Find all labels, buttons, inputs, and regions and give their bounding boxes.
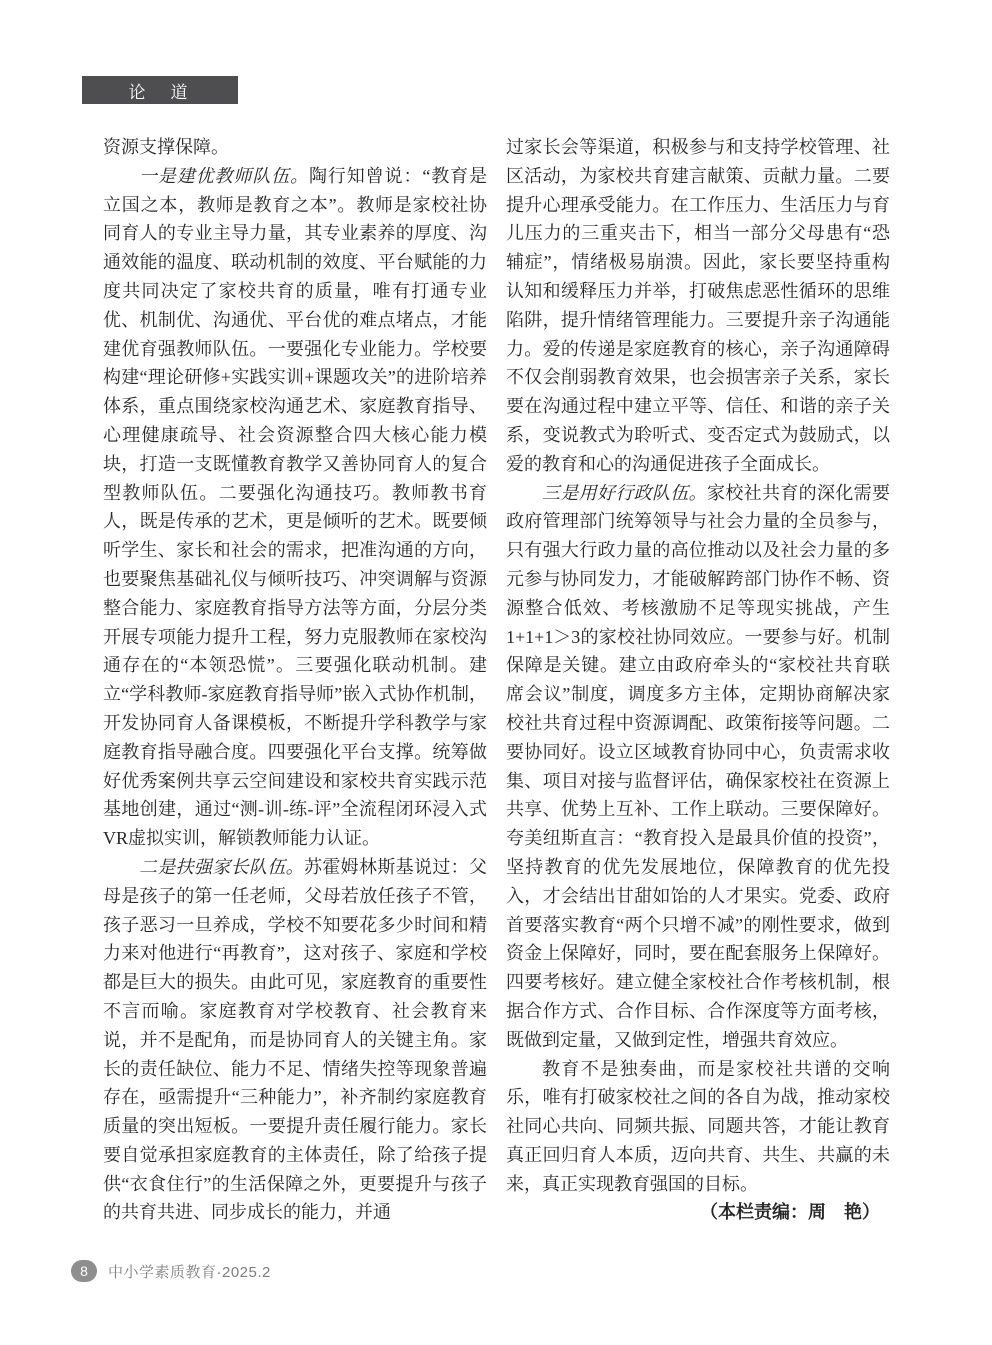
paragraph: 二是扶强家长队伍。苏霍姆林斯基说过：父母是孩子的第一任老师，父母若放任孩子不管，孩子恶习一旦养成，学校不知要花多少时间和精力来对他进行“再教育”，这对孩子、家庭和学校都是巨大的损失。由此可见，家庭教育的重要性不言而喻。家庭教育对学校教育、社会教育来说，并不是配角，而是协同育人的关键主角。家长的责任缺位、能力不足、情绪失控等现象普遍存在，亟需提升“三种能力”，补齐制约家庭教育质量的突出短板。一要提升责任履行能力。家长要自觉承担家庭教育的主体责任，除了给孩子提供“衣食住行”的生活保障之外，更要提升与孩子的共育共进、同步成长的能力，并通 bbox=[103, 856, 487, 1223]
editor-byline: （本栏责编：周 艳） bbox=[700, 1202, 880, 1223]
paragraph: 一是建优教师队伍。陶行知曾说：“教育是立国之本，教师是教育之本”。教师是家校社协同育人的专业主导力量，其专业素养的厚度、沟通效能的温度、联动机制的效度、平台赋能的力度共同决定了家校共育的质量，唯有打通专业优、机制优、沟通优、平台优的难点堵点，才能建优育强教师队伍。一要强化专业能力。学校要构建“理论研修+实践实训+课题攻关”的进阶培养体系，重点围绕家校沟通艺术、家庭教育指导、心理健康疏导、社会资源整合四大核心能力模块，打造一支既懂教育教学又善协同育人的复合型教师队伍。二要强化沟通技巧。教师教书育人，既是传承的艺术，更是倾听的艺术。既要倾听学生、家长和社会的需求，把准沟通的方向，也要聚焦基础礼仪与倾听技巧、冲突调解与资源整合能力、家庭教育指导方法等方面，分层分类开展专项能力提升工程，努力克服教师在家校沟通存在的“本领恐慌”。三要强化联动机制。建立“学科教师-家庭教育指导师”嵌入式协作机制，开发协同育人备课模板，不断提升学科教学与家庭教育指导融合度。四要强化平台支撑。统筹做好优秀案例共享云空间建设和家校共育实践示范基地创建，通过“测-训-练-评”全流程闭环浸入式VR虚拟实训，解锁教师能力认证。 bbox=[103, 165, 487, 849]
section-tag bbox=[82, 76, 238, 104]
page-number-badge bbox=[71, 1260, 97, 1282]
page-number: 8 bbox=[80, 1263, 88, 1279]
paragraph: 过家长会等渠道，积极参与和支持学校管理、社区活动，为家校共育建言献策、贡献力量。二要提升心理承受能力。在工作压力、生活压力与育儿压力的三重夹击下，相当一部分父母患有“恐辅症”，情绪极易崩溃。因此，家长要坚持重构认知和缓释压力并举，打破焦虑恶性循环的思维陷阱，提升情绪管理能力。三要提升亲子沟通能力。爱的传递是家庭教育的核心，亲子沟通障碍不仅会削弱教育效果，也会损害亲子关系，家长要在沟通过程中建立平等、信任、和谐的亲子关系，变说教式为聆听式、变否定式为鼓励式，以爱的教育和心的沟通促进孩子全面成长。 bbox=[506, 137, 890, 474]
text-column-right bbox=[506, 133, 890, 1227]
paragraph: 资源支撑保障。 bbox=[103, 137, 229, 157]
paragraph: 三是用好行政队伍。家校社共育的深化需要政府管理部门统筹领导与社会力量的全员参与，只有强大行政力量的高位推动以及社会力量的多元参与协同发力，才能破解跨部门协作不畅、资源整合低效、考核激励不足等现实挑战，产生1+1+1＞3的家校社协同效应。一要参与好。机制保障是关键。建立由政府牵头的“家校社共育联席会议”制度，调度多方主体，定期协商解决家校社共育过程中资源调配、政策衔接等问题。二要协同好。设立区域教育协同中心，负责需求收集、项目对接与监督评估，确保家校社在资源上共享、优势上互补、工作上联动。三要保障好。夸美纽斯直言：“教育投入是最具价值的投资”，坚持教育的优先发展地位，保障教育的优先投入，才会结出甘甜如饴的人才果实。党委、政府首要落实教育“两个只增不减”的刚性要求，做到资金上保障好，同时，要在配套服务上保障好。四要考核好。建立健全家校社合作考核机制，根据合作方式、合作目标、合作深度等方面考核，既做到定量，又做到定性，增强共育效应。 bbox=[506, 482, 890, 1050]
section-tag-label: 论 道 bbox=[128, 82, 192, 102]
paragraph-lead: 一是建优教师队伍。 bbox=[139, 165, 309, 186]
journal-name: 中小学素质教育·2025.2 bbox=[108, 1263, 271, 1281]
page-footer bbox=[71, 1260, 271, 1282]
article-body bbox=[103, 133, 890, 1227]
paragraph: 教育不是独奏曲，而是家校社共谱的交响乐，唯有打破家校社之间的各自为战，推动家校社同心共向、同频共振、同题共答，才能让教育真正回归育人本质，迈向共育、共生、共赢的未来，真正实现教育强国的目标。 bbox=[506, 1058, 890, 1194]
paragraph-lead: 二是扶强家长队伍。 bbox=[139, 856, 304, 877]
text-column-left bbox=[103, 133, 487, 1227]
paragraph-lead: 三是用好行政队伍。 bbox=[542, 482, 707, 503]
